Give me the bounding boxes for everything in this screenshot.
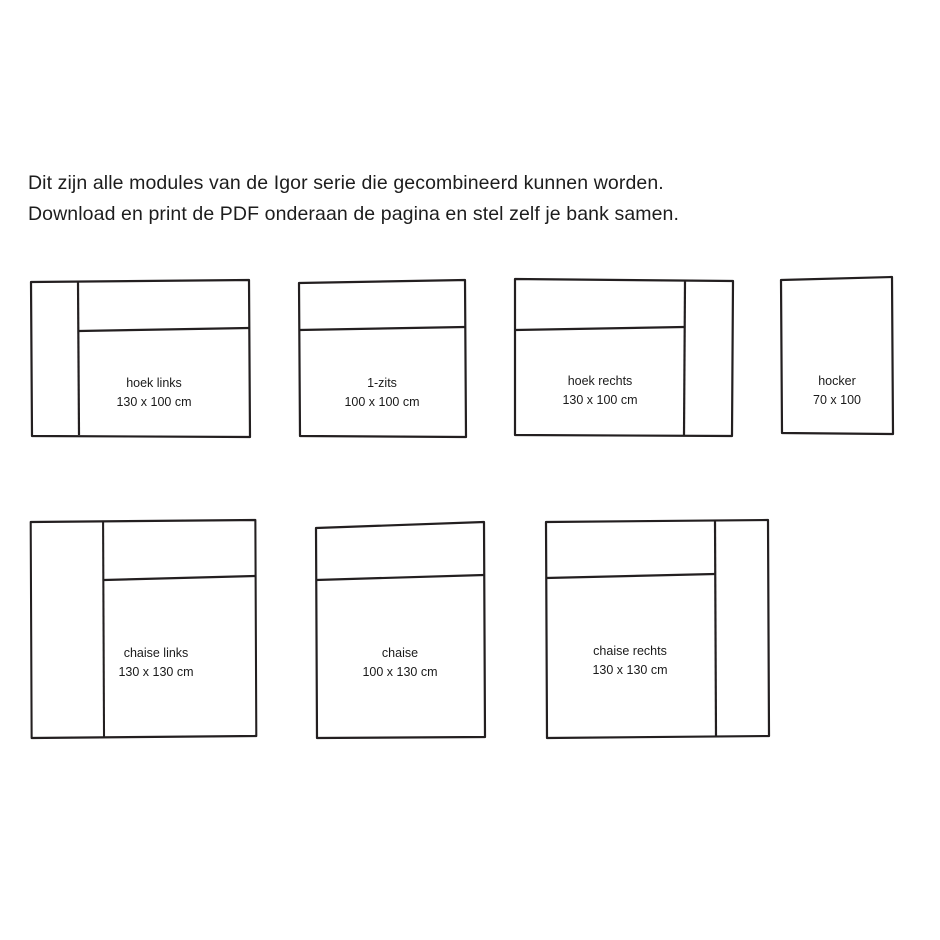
chaise-links-drawing — [26, 518, 256, 744]
hoek-rechts-drawing — [512, 274, 736, 440]
one-seater-drawing — [296, 276, 468, 440]
hoek-links-size: 130 x 100 cm — [116, 395, 192, 409]
hoek-links-drawing — [28, 276, 252, 440]
module-chaise-rechts[interactable] — [542, 516, 772, 744]
hoek-rechts-name: hoek rechts — [567, 374, 633, 388]
intro-line-1: Dit zijn alle modules van de Igor serie die gecombineerd kunnen worden. — [28, 172, 664, 194]
intro-line-2: Download en print de PDF onderaan de pagina en stel zelf je bank samen. — [28, 203, 680, 225]
chaise-name: chaise — [381, 646, 419, 660]
chaise-links-size: 130 x 130 cm — [118, 665, 194, 679]
chaise-rechts-name: chaise rechts — [593, 644, 667, 658]
chaise-drawing — [312, 518, 488, 744]
hoek-links-name: hoek links — [126, 376, 182, 390]
chaise-size: 100 x 130 cm — [362, 665, 438, 679]
hocker-drawing — [778, 274, 898, 440]
chaise-rechts-drawing — [542, 516, 772, 744]
hoek-rechts-size: 130 x 100 cm — [562, 393, 638, 407]
hocker-name: hocker — [818, 374, 856, 388]
chaise-links-name: chaise links — [123, 646, 189, 660]
module-chaise-links[interactable] — [26, 518, 256, 744]
hocker-size: 70 x 100 — [813, 393, 861, 407]
module-hocker[interactable] — [778, 274, 898, 440]
chaise-rechts-size: 130 x 130 cm — [592, 663, 668, 677]
intro-text — [28, 168, 888, 230]
one-seater-name: 1-zits — [367, 376, 397, 390]
module-1-zits[interactable] — [296, 276, 468, 440]
module-chaise[interactable] — [312, 518, 488, 744]
module-hoek-links[interactable] — [28, 276, 252, 440]
module-hoek-rechts[interactable] — [512, 274, 736, 440]
one-seater-size: 100 x 100 cm — [344, 395, 420, 409]
